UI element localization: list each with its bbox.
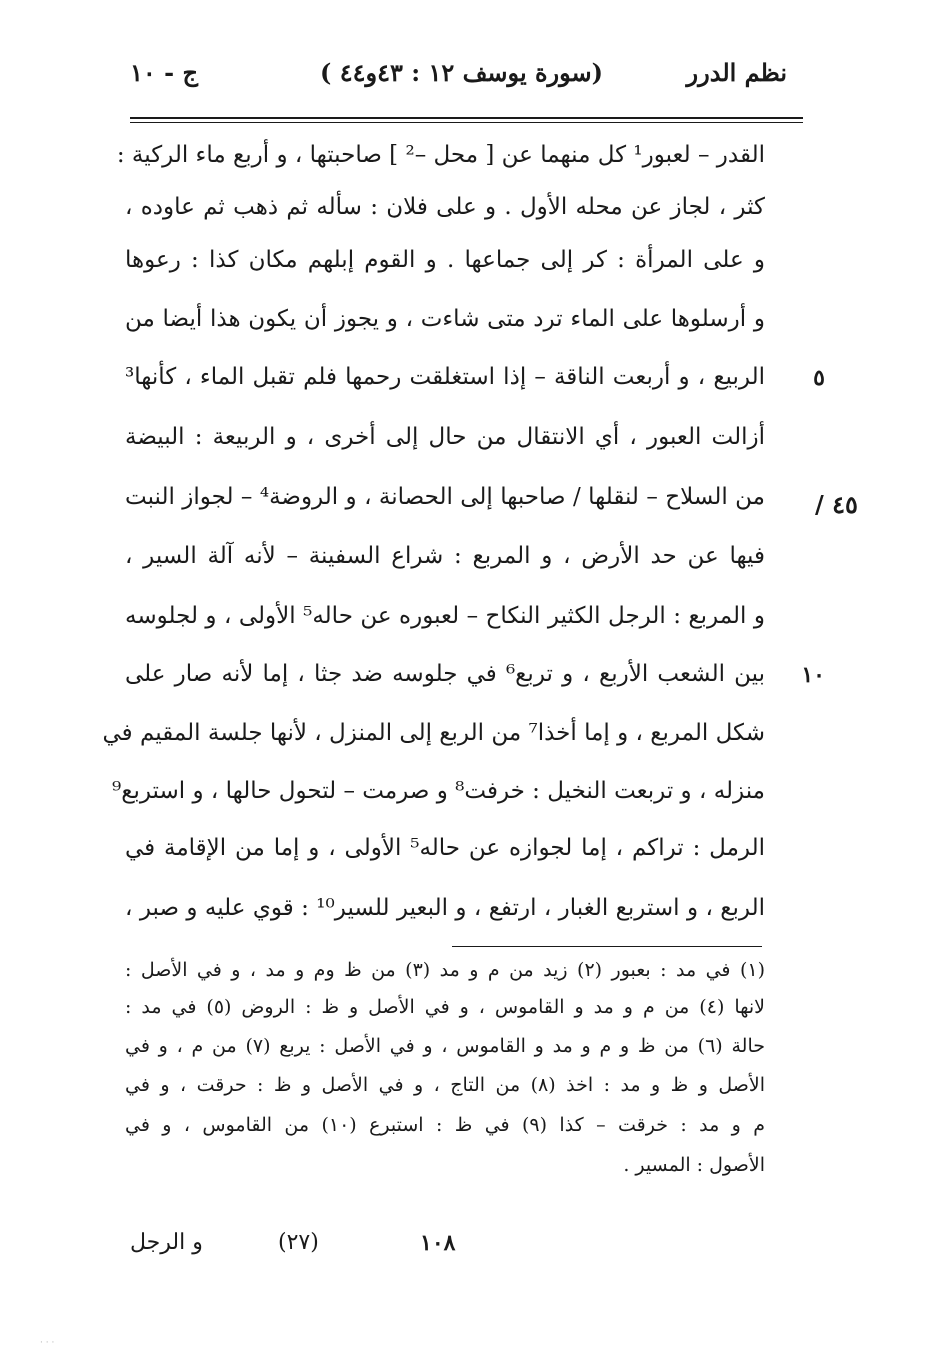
body-line: أزالت العبور ، أي الانتقال من حال إلى أخرى ، و الربيعة : البيضة bbox=[125, 424, 765, 450]
body-line: و أرسلوها على الماء ترد متى شاءت ، و يجوز أن يكون هذا أيضا من bbox=[125, 306, 765, 332]
page-number: ١٠٨ bbox=[420, 1230, 456, 1256]
footnote-line: لانها (٤) من م و مد و القاموس ، و في الأصل و ظ : الروض (٥) في مد : bbox=[125, 996, 766, 1018]
header-rule-thin bbox=[130, 122, 803, 123]
header-rule-thick bbox=[130, 117, 803, 119]
scan-speck: · · · bbox=[40, 1338, 55, 1348]
body-line: الربيع ، و أربعت الناقة – إذا استغلقت رحمها فلم تقبل الماء ، كأنها³ bbox=[125, 364, 765, 390]
volume-number: ج - ١٠ bbox=[130, 58, 198, 87]
body-line: بين الشعب الأربع ، و تربع⁶ في جلوسه ضد جثا ، إما لأنه صار على bbox=[125, 661, 765, 687]
surah-reference: (سورة يوسف ١٢ : ٤٣و٤٤ ) bbox=[320, 58, 604, 87]
body-line: منزله ، و تربعت النخيل : خرفت⁸ و صرمت – لتحول حالها ، و استربع⁹ bbox=[111, 778, 765, 804]
body-line: و على المرأة : كر إلى جماعها . و القوم إبلهم مكان كذا : رعوها bbox=[125, 247, 765, 273]
body-line: و المربع : الرجل الكثير النكاح – لعبوره عن حاله⁵ الأولى ، و لجلوسه bbox=[125, 603, 765, 629]
body-line: فيها عن حد الأرض ، و المربع : شراع السفينة – لأنه آلة السير ، bbox=[125, 543, 765, 569]
line-number-10: ١٠ bbox=[801, 662, 825, 688]
line-number-5: ٥ bbox=[813, 365, 825, 391]
margin-folio-note: ٤٥ / bbox=[815, 490, 858, 519]
footnote-line: الأصل و ظ و مد : اخذ (٨) من التاج ، و في الأصل و ظ : حرقت ، و في bbox=[125, 1074, 765, 1096]
body-line: الربع ، و استربع الغبار ، ارتفع ، و البعير للسير¹⁰ : قوي عليه و صبر ، bbox=[125, 895, 765, 921]
catchword: و الرجل bbox=[130, 1230, 203, 1255]
footnote-line: م و مد : خرقت – كذا (٩) في ظ : استبرع (١٠) من القاموس ، و في bbox=[125, 1114, 765, 1136]
body-line: القدر – لعبور¹ كل منهما عن [ محل –² ] صاحبتها ، و أربع ماء الركية : bbox=[116, 142, 765, 168]
body-line: من السلاح – لنقلها / صاحبها إلى الحصانة ، و الروضة⁴ – لجواز النبت bbox=[125, 484, 765, 510]
footnote-separator bbox=[452, 946, 762, 947]
footnote-line: (١) في مد : بعبور (٢) زيد من م و مد (٣) من ظ وم و مد ، و في الأصل : bbox=[125, 959, 765, 981]
book-title: نظم الدرر bbox=[686, 58, 787, 87]
footnote-line: الأصول : المسير . bbox=[623, 1154, 765, 1176]
body-line: الرمل : تراكم ، إما لجوازه عن حاله⁵ الأولى ، و إما من الإقامة في bbox=[125, 835, 766, 861]
body-line: كثر ، لجاز عن محله الأول . و على فلان : سأله ثم ذهب ثم عاوده ، bbox=[125, 194, 765, 220]
signature-mark: (٢٧) bbox=[278, 1230, 319, 1255]
body-line: شكل المربع ، و إما أخذا⁷ من الربع إلى المنزل ، لأنها جلسة المقيم في bbox=[102, 720, 765, 746]
footnote-line: حالة (٦) من ظ و م و مد و القاموس ، و في الأصل : يربع (٧) من م ، و في bbox=[125, 1035, 765, 1057]
